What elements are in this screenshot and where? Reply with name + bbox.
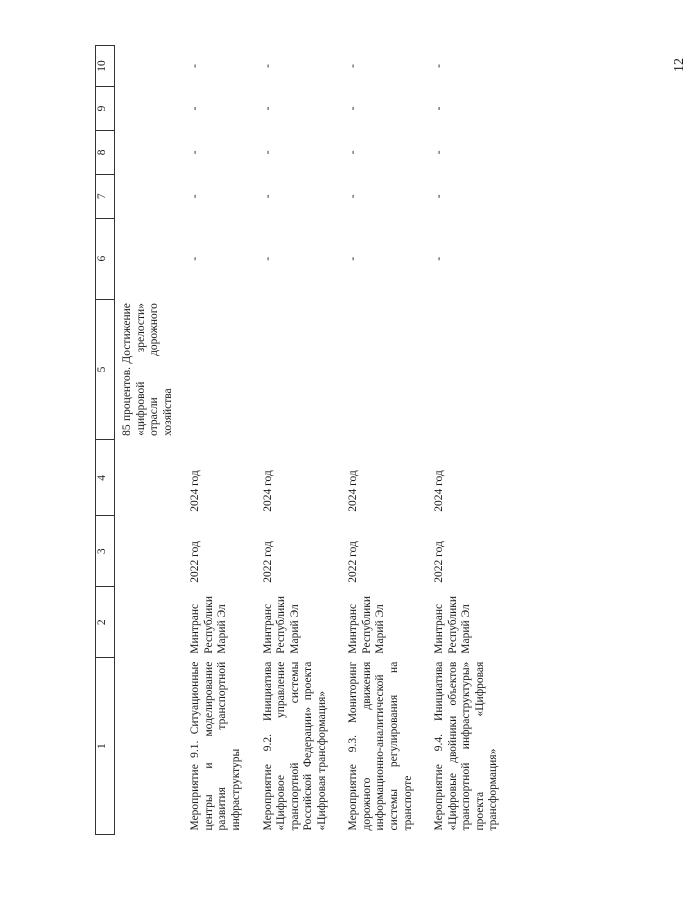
cell <box>115 46 190 87</box>
result-cell <box>189 299 243 440</box>
header-cell: 3 <box>96 516 115 587</box>
value-cell: - <box>433 150 446 155</box>
activity-cell: Мероприятие 9.3. Мониторинг дорожного движения информационно-аналитической системы регулирования на транспорте <box>347 661 414 831</box>
value-cell: - <box>347 64 360 68</box>
executor-cell: Минтранс Республики Марий Эл <box>433 595 473 654</box>
value-cell: - <box>347 150 360 155</box>
cell <box>115 174 190 218</box>
value-cell: - <box>433 64 446 68</box>
value-cell: - <box>433 194 446 199</box>
end-cell: 2024 год <box>433 470 446 512</box>
header-cell: 5 <box>96 299 115 440</box>
executor-cell: Минтранс Республики Марий Эл <box>189 595 229 654</box>
header-cell: 7 <box>96 174 115 218</box>
cell <box>115 658 190 835</box>
value-cell: - <box>261 64 274 68</box>
end-cell: 2024 год <box>189 470 202 512</box>
value-cell: - <box>189 106 202 111</box>
header-cell: 8 <box>96 130 115 174</box>
value-cell: - <box>189 256 202 261</box>
value-cell: - <box>347 106 360 111</box>
activity-cell: Мероприятие 9.2. Инициатива «Цифровое управление транспортной системы Российской Федерации» проекта «Цифровая трансформация» <box>261 661 328 831</box>
header-cell: 10 <box>96 46 115 87</box>
header-cell: 2 <box>96 587 115 658</box>
page-number: 12 <box>672 58 687 72</box>
table-row <box>347 46 415 835</box>
header-cell: 9 <box>96 86 115 130</box>
value-cell: - <box>261 106 274 111</box>
activity-cell: Мероприятие 9.4. Инициатива «Цифровые двойники объектов транспортной инфраструктуры» проекта «Цифровая трансформация» <box>433 661 500 831</box>
cell <box>115 516 190 587</box>
value-cell: - <box>189 150 202 155</box>
value-cell: - <box>189 194 202 199</box>
executor-cell: Минтранс Республики Марий Эл <box>347 595 387 654</box>
executor-cell: Минтранс Республики Марий Эл <box>261 595 301 654</box>
value-cell: - <box>347 256 360 261</box>
table-row <box>189 46 243 835</box>
activity-cell: Мероприятие 9.1. Ситуационные центры и моделирование развития транспортной инфраструктуры <box>189 661 242 831</box>
end-cell: 2024 год <box>261 470 274 512</box>
value-cell: - <box>261 256 274 261</box>
table-header <box>96 46 115 835</box>
continuation-row <box>115 46 190 835</box>
cell <box>115 86 190 130</box>
start-cell: 2022 год <box>189 541 202 583</box>
table-row <box>262 46 330 835</box>
header-cell: 1 <box>96 658 115 835</box>
activities-table <box>95 45 501 835</box>
start-cell: 2022 год <box>347 541 360 583</box>
cell <box>115 218 190 299</box>
value-cell: - <box>347 194 360 199</box>
end-cell: 2024 год <box>347 470 360 512</box>
rotated-page <box>95 45 695 835</box>
value-cell: - <box>433 106 446 111</box>
header-cell: 4 <box>96 440 115 516</box>
cell <box>115 587 190 658</box>
value-cell: - <box>189 64 202 68</box>
value-cell: - <box>261 194 274 199</box>
header-cell: 6 <box>96 218 115 299</box>
start-cell: 2022 год <box>261 541 274 583</box>
cell <box>115 440 190 516</box>
start-cell: 2022 год <box>433 541 446 583</box>
value-cell: - <box>261 150 274 155</box>
table-row <box>433 46 501 835</box>
continuation-text: 85 процентов. Достижение «цифровой зрелости» отрасли дорожного хозяйства <box>121 303 174 436</box>
result-cell <box>347 299 415 440</box>
result-cell <box>262 299 330 440</box>
value-cell: - <box>433 256 446 261</box>
result-cell <box>433 299 501 440</box>
cell <box>115 130 190 174</box>
